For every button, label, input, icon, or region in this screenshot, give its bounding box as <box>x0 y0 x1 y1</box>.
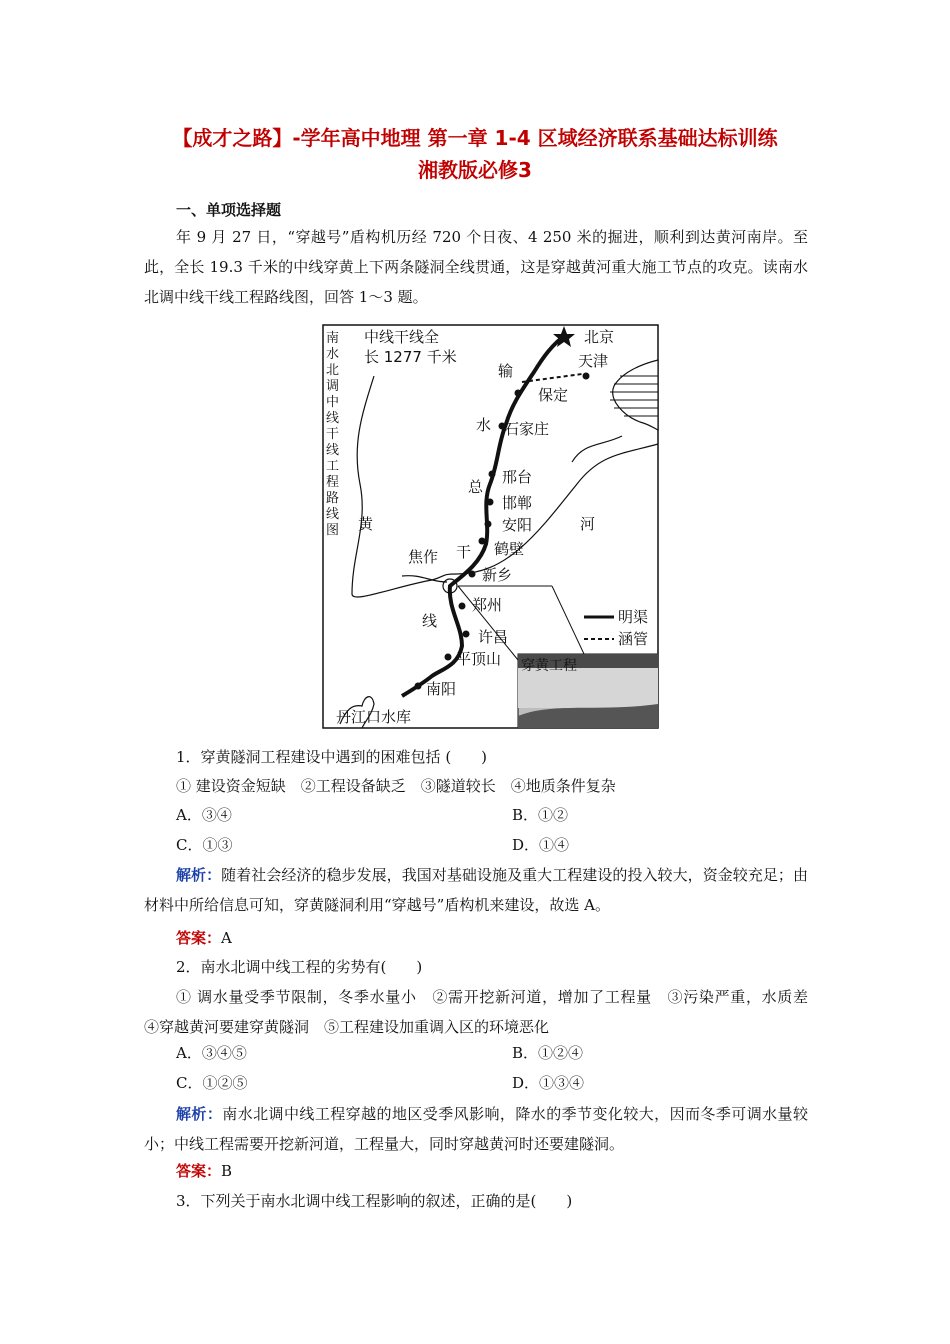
q2-option-b: B．①②④ <box>512 1044 584 1062</box>
label-xingtai: 邢台 <box>502 468 533 486</box>
q2-option-c: C．①②⑤ <box>176 1074 248 1092</box>
xuchang-dot <box>463 631 470 638</box>
label-jiaozuo: 焦作 <box>408 548 439 566</box>
svg-text:程: 程 <box>326 475 340 490</box>
pingdingshan-dot <box>445 654 452 661</box>
svg-text:南: 南 <box>326 331 340 346</box>
tianjin-dot <box>583 373 590 380</box>
q1-answer-label: 答案： <box>176 929 222 947</box>
label-beijing: 北京 <box>584 328 615 346</box>
legend-culvert: 涵管 <box>618 630 649 648</box>
canal-name-3: 总 <box>468 478 484 496</box>
canal-name-5: 线 <box>422 612 438 630</box>
river-label-1: 黄 <box>358 515 374 533</box>
svg-text:线: 线 <box>326 443 340 458</box>
q2-option-d: D．①③④ <box>512 1074 585 1092</box>
q2-stem: 2．南水北调中线工程的劣势有( ) <box>176 958 423 976</box>
label-handan: 邯郸 <box>502 494 533 512</box>
q1-option-c: C．①③ <box>176 836 233 854</box>
label-baoding: 保定 <box>538 386 569 404</box>
canal-name-2: 水 <box>476 416 492 434</box>
q1-answer-value: A <box>221 929 232 947</box>
length-note-1: 中线干线全 <box>364 328 440 346</box>
q1-analysis-text: 随着社会经济的稳步发展，我国对基础设施及重大工程建设的投入较大，资金较充足；由材料中所给信息可知，穿黄隧洞利用“穿越号”盾构机来建设，故选 A。 <box>144 866 808 914</box>
svg-text:线: 线 <box>326 411 340 426</box>
q2-options: ① 调水量受季节限制，冬季水量小 ②需开挖新河道，增加了工程量 ③污染严重，水质差 ④穿越黄河要建穿黄隧洞 ⑤工程建设加重调入区的环境恶化 <box>144 988 824 1036</box>
section-heading: 一、单项选择题 <box>176 201 282 219</box>
q2-option-a: A．③④⑤ <box>176 1044 247 1062</box>
q1-analysis-label: 解析： <box>176 866 222 884</box>
intro-paragraph: 年 9 月 27 日，“穿越号”盾构机历经 720 个日夜、4 250 米的掘进，顺利到达黄河南岸。至此，全长 19.3 千米的中线穿黄上下两条隧洞全线贯通，这是穿越黄河重大施工节点的攻克。读南水北调中线干线工程路线图，回答 1～3 题。 <box>144 228 808 306</box>
q1-options: ① 建设资金短缺 ②工程设备缺乏 ③隧道较长 ④地质条件复杂 <box>176 777 616 795</box>
q1-answer <box>176 926 232 950</box>
document-title <box>100 122 850 186</box>
handan-dot <box>487 499 494 506</box>
baoding-dot <box>515 390 522 397</box>
xinxiang-dot <box>469 571 476 578</box>
svg-text:图: 图 <box>326 523 340 538</box>
svg-text:水: 水 <box>326 347 340 362</box>
svg-text:中: 中 <box>326 395 340 410</box>
label-zhengzhou: 郑州 <box>472 596 503 614</box>
label-xuchang: 许昌 <box>478 628 509 646</box>
q1-option-a: A．③④ <box>176 806 232 824</box>
q2-analysis <box>144 1099 808 1159</box>
title-line-1: 【成才之路】-学年高中地理 第一章 1-4 区域经济联系基础达标训练 <box>172 126 778 150</box>
svg-text:工: 工 <box>326 459 340 474</box>
canal-name-4: 干 <box>456 543 472 561</box>
label-danjiangkou: 丹江口水库 <box>336 708 412 726</box>
canal-name-1: 输 <box>498 362 514 380</box>
label-nanyang: 南阳 <box>426 680 457 698</box>
q2-answer-label: 答案： <box>176 1162 222 1180</box>
map-side-title <box>326 330 339 538</box>
svg-text:路: 路 <box>326 491 340 506</box>
inset-label: 穿黄工程 <box>521 658 577 674</box>
label-anyang: 安阳 <box>502 516 533 534</box>
route-map <box>322 324 660 730</box>
svg-text:干: 干 <box>326 427 340 442</box>
hebi-dot <box>479 538 486 545</box>
svg-text:北: 北 <box>326 363 340 378</box>
q1-analysis <box>144 860 808 920</box>
label-hebi: 鹤壁 <box>494 540 525 558</box>
length-note-2: 长 1277 千米 <box>364 348 457 366</box>
anyang-dot <box>485 521 492 528</box>
q2-answer-value: B <box>221 1162 233 1180</box>
legend-open-canal: 明渠 <box>618 608 649 626</box>
q2-answer <box>176 1159 232 1183</box>
label-tianjin: 天津 <box>578 352 609 370</box>
title-line-2: 湘教版必修3 <box>418 158 532 182</box>
label-shijiazhuang: 石家庄 <box>504 420 550 438</box>
zhengzhou-dot <box>459 603 466 610</box>
svg-text:调: 调 <box>326 379 340 394</box>
q1-option-b: B．①② <box>512 806 569 824</box>
q1-option-d: D．①④ <box>512 836 570 854</box>
svg-text:线: 线 <box>326 507 340 522</box>
nanyang-dot <box>415 683 422 690</box>
q3-stem: 3．下列关于南水北调中线工程影响的叙述，正确的是( ) <box>176 1192 573 1210</box>
q2-analysis-text: 南水北调中线工程穿越的地区受季风影响，降水的季节变化较大，因而冬季可调水量较小；中线工程需要开挖新河道，工程量大，同时穿越黄河时还要建隧洞。 <box>144 1105 808 1153</box>
label-xinxiang: 新乡 <box>482 566 513 584</box>
q2-analysis-label: 解析： <box>176 1105 223 1123</box>
label-pingdingshan: 平顶山 <box>456 650 502 668</box>
q1-stem: 1．穿黄隧洞工程建设中遇到的困难包括 ( ) <box>176 748 488 766</box>
xingtai-dot <box>489 471 496 478</box>
river-label-2: 河 <box>580 515 596 533</box>
